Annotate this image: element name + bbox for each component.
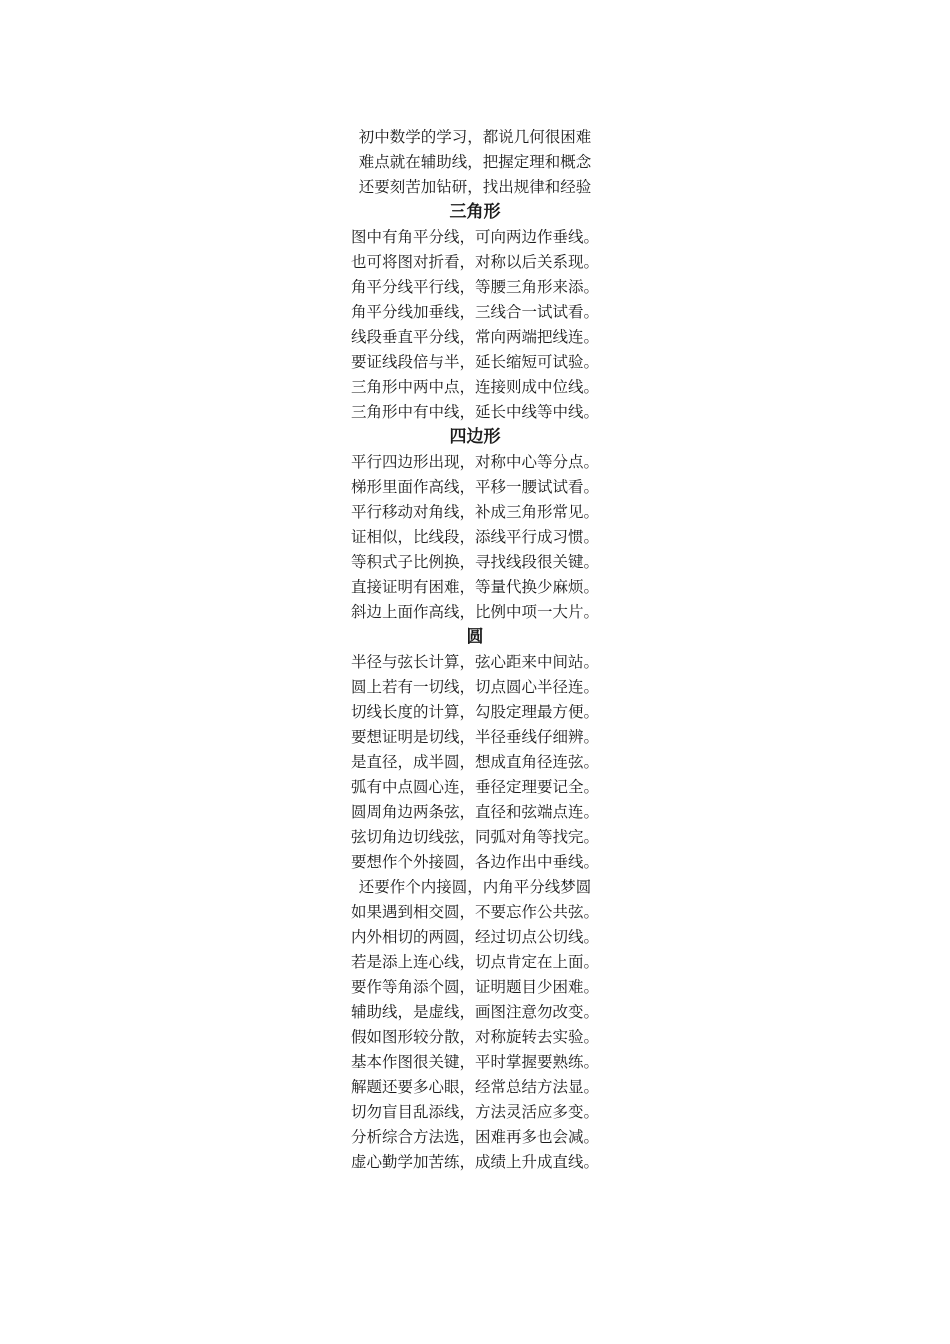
verse-line: 平行移动对角线，补成三角形常见。	[350, 503, 599, 521]
verse-line: 角平分线平行线，等腰三角形来添。	[350, 278, 599, 296]
verse-line: 辅助线，是虚线，画图注意勿改变。	[350, 1003, 599, 1021]
verse-line: 平行四边形出现，对称中心等分点。	[350, 453, 599, 471]
verse-line: 三角形中有中线，延长中线等中线。	[350, 403, 599, 421]
verse-line: 梯形里面作高线，平移一腰试试看。	[350, 478, 599, 496]
section-heading-circle: 圆	[466, 627, 484, 647]
verse-line: 证相似，比线段，添线平行成习惯。	[350, 528, 599, 546]
verse-line: 角平分线加垂线，三线合一试试看。	[350, 303, 599, 321]
verse-line: 圆周角边两条弦，直径和弦端点连。	[350, 803, 599, 821]
verse-line: 也可将图对折看，对称以后关系现。	[350, 253, 599, 271]
intro-line-1: 初中数学的学习，都说几何很困难	[358, 128, 592, 146]
section-circle	[0, 625, 950, 1175]
verse-line: 解题还要多心眼，经常总结方法显。	[350, 1078, 599, 1096]
verse-line: 弦切角边切线弦，同弧对角等找完。	[350, 828, 599, 846]
verse-line: 半径与弦长计算，弦心距来中间站。	[350, 653, 599, 671]
verse-line: 要想证明是切线，半径垂线仔细辨。	[350, 728, 599, 746]
verse-line: 分析综合方法选，困难再多也会减。	[350, 1128, 599, 1146]
verse-line: 三角形中两中点，连接则成中位线。	[350, 378, 599, 396]
verse-line: 内外相切的两圆，经过切点公切线。	[350, 928, 599, 946]
verse-line: 等积式子比例换，寻找线段很关键。	[350, 553, 599, 571]
verse-line: 若是添上连心线，切点肯定在上面。	[350, 953, 599, 971]
intro-line-3: 还要刻苦加钻研，找出规律和经验	[358, 178, 592, 196]
verse-line: 切勿盲目乱添线，方法灵活应多变。	[350, 1103, 599, 1121]
section-triangle	[0, 200, 950, 425]
verse-line: 是直径，成半圆，想成直角径连弦。	[350, 753, 599, 771]
verse-line: 切线长度的计算，勾股定理最方便。	[350, 703, 599, 721]
verse-line: 要作等角添个圆，证明题目少困难。	[350, 978, 599, 996]
verse-line: 图中有角平分线，可向两边作垂线。	[350, 228, 599, 246]
verse-line: 弧有中点圆心连，垂径定理要记全。	[350, 778, 599, 796]
verse-line: 假如图形较分散，对称旋转去实验。	[350, 1028, 599, 1046]
document-body	[0, 125, 950, 1175]
verse-line: 要想作个外接圆，各边作出中垂线。	[350, 853, 599, 871]
verse-line: 要证线段倍与半，延长缩短可试验。	[350, 353, 599, 371]
verse-line: 圆上若有一切线，切点圆心半径连。	[350, 678, 599, 696]
verse-line: 如果遇到相交圆，不要忘作公共弦。	[350, 903, 599, 921]
intro-verse	[0, 125, 950, 200]
verse-line: 虚心勤学加苦练，成绩上升成直线。	[350, 1153, 599, 1171]
verse-line: 基本作图很关键，平时掌握要熟练。	[350, 1053, 599, 1071]
verse-line: 线段垂直平分线，常向两端把线连。	[350, 328, 599, 346]
section-quadrilateral	[0, 425, 950, 625]
intro-line-2: 难点就在辅助线，把握定理和概念	[358, 153, 592, 171]
section-heading-quadrilateral: 四边形	[449, 427, 501, 447]
verse-line: 直接证明有困难，等量代换少麻烦。	[350, 578, 599, 596]
verse-line: 斜边上面作高线，比例中项一大片。	[350, 603, 599, 621]
verse-line: 还要作个内接圆，内角平分线梦圆	[358, 878, 592, 896]
section-heading-triangle: 三角形	[449, 202, 501, 222]
